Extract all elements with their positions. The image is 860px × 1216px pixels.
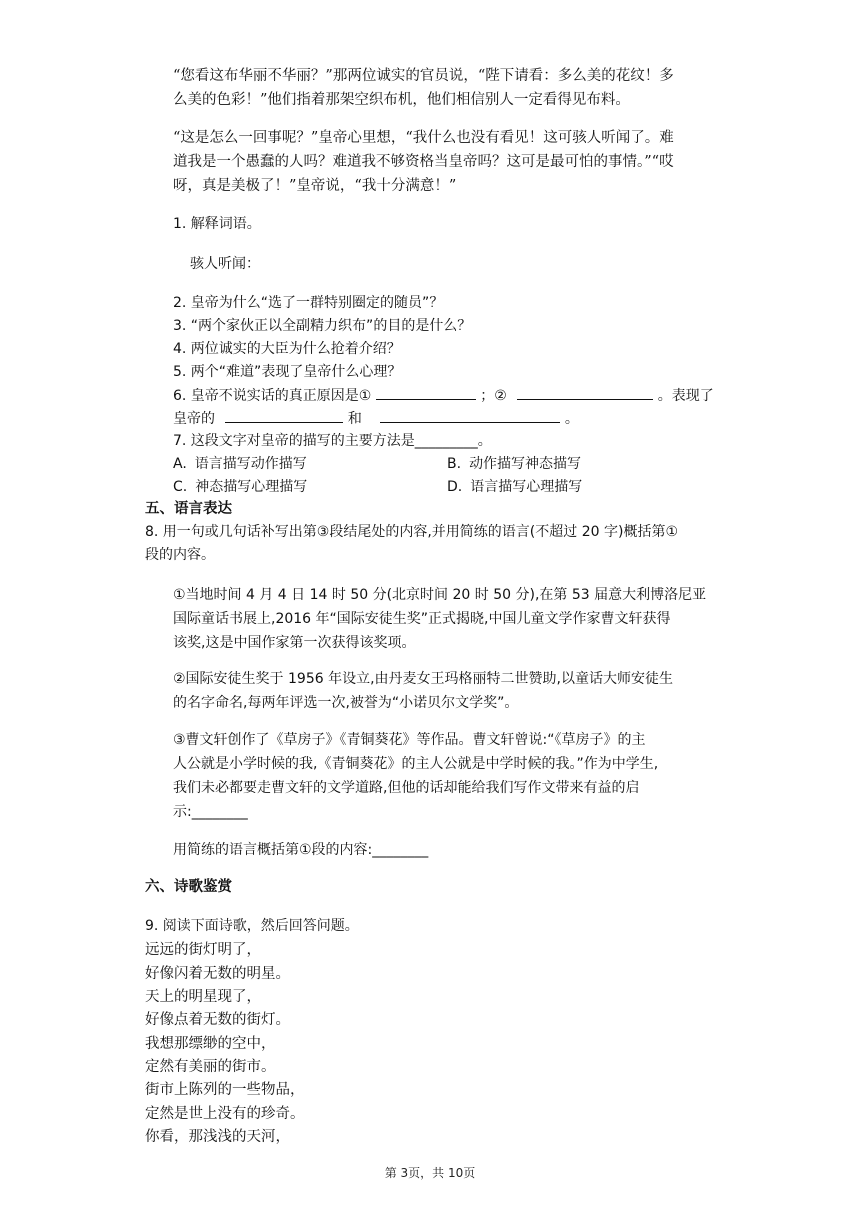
answer-blank[interactable] [517, 383, 653, 400]
option-text: 动作描写神态描写 [469, 456, 582, 472]
passage-p1-line2: 么美的色彩！”他们指着那架空织布机，他们相信别人一定看得见布料。 [173, 92, 630, 108]
question-9: 9. 阅读下面诗歌，然后回答问题。 [145, 918, 359, 934]
page-number: 第 3页，共 10页 [384, 1166, 476, 1180]
poem-line: 好像闪着无数的明星。 [145, 966, 290, 982]
poem-line: 你看，那浅浅的天河， [145, 1129, 290, 1145]
s5-p2-line2: 的名字命名,每两年评选一次,被誉为“小诺贝尔文学奖”。 [173, 695, 519, 711]
question-3: 3. “两个家伙正以全副精力织布”的目的是什么？ [173, 318, 472, 334]
answer-blank[interactable] [376, 383, 476, 400]
question-6-part-f: 。 [564, 411, 579, 427]
passage-p2-line2: 道我是一个愚蠢的人吗？难道我不够资格当皇帝吗？这可是最可怕的事情。”“哎 [173, 154, 674, 170]
question-2: 2. 皇帝为什么“选了一群特别圈定的随员”？ [173, 295, 444, 311]
s5-p2-line1: ②国际安徒生奖于 1956 年设立,由丹麦女王玛格丽特二世赞助,以童话大师安徒生 [173, 671, 673, 687]
poem-line: 好像点着无数的街灯。 [145, 1012, 290, 1028]
option-label: B. [447, 456, 462, 472]
poem-line: 定然有美丽的街市。 [145, 1059, 276, 1075]
passage-p1-line1: “您看这布华丽不华丽？”那两位诚实的官员说，“陛下请看：多么美的花纹！多 [173, 68, 674, 84]
option-text: 语言描写心理描写 [470, 479, 583, 495]
s5-p3-line2: 人公就是小学时候的我,《青铜葵花》的主人公就是中学时候的我。”作为中学生, [173, 756, 659, 772]
s5-p1-line1: ①当地时间 4 月 4 日 14 时 50 分(北京时间 20 时 50 分),在第 53 届意大利博洛尼亚 [173, 587, 707, 603]
question-6-line1 [173, 383, 714, 408]
question-6-part-d: 皇帝的 [173, 411, 215, 427]
question-6-part-b: ；② [480, 388, 507, 404]
s5-p1-line2: 国际童话书展上,2016 年“国际安徒生奖”正式揭晓,中国儿童文学作家曹文轩获得 [173, 611, 671, 627]
s5-p3-line3: 我们未必都要走曹文轩的文学道路,但他的话却能给我们写作文带来有益的启 [173, 780, 640, 796]
s5-summary: 用简练的语言概括第①段的内容:________ [173, 842, 429, 858]
poem-line: 街市上陈列的一些物品， [145, 1082, 305, 1098]
question-1: 1. 解释词语。 [173, 216, 261, 232]
question-1-word: 骇人听闻： [190, 256, 260, 272]
option-text: 语言描写动作描写 [194, 456, 307, 472]
option-text: 神态描写心理描写 [195, 479, 308, 495]
question-6-part-a: 6. 皇帝不说实话的真正原因是① [173, 388, 372, 404]
poem-line: 定然是世上没有的珍奇。 [145, 1106, 305, 1122]
passage-p2-line1: “这是怎么一回事呢？”皇帝心里想，“我什么也没有看见！这可骇人听闻了。难 [173, 130, 674, 146]
section-heading-6: 六、诗歌鉴赏 [145, 879, 232, 895]
poem-line: 远远的街灯明了， [145, 942, 261, 958]
question-8-line1: 8. 用一句或几句话补写出第③段结尾处的内容,并用简练的语言(不超过 20 字)概括第① [145, 524, 678, 540]
question-8-line2: 段的内容。 [145, 547, 215, 563]
question-6-part-c: 。表现了 [657, 388, 714, 404]
section-heading-5: 五、语言表达 [145, 501, 232, 517]
option-b[interactable] [447, 452, 581, 476]
question-6-line2 [173, 406, 579, 431]
s5-p1-line3: 该奖,这是中国作家第一次获得该奖项。 [173, 635, 416, 651]
question-7: 7. 这段文字对皇帝的描写的主要方法是_________。 [173, 433, 492, 449]
poem-line: 天上的明星现了， [145, 989, 261, 1005]
option-a[interactable] [173, 452, 307, 476]
option-c[interactable] [173, 475, 307, 499]
option-label: A. [173, 456, 187, 472]
answer-blank[interactable] [225, 406, 343, 423]
answer-blank[interactable] [380, 406, 560, 423]
option-label: C. [173, 479, 188, 495]
option-d[interactable] [447, 475, 582, 499]
option-label: D. [447, 479, 463, 495]
poem-line: 我想那缥缈的空中， [145, 1036, 276, 1052]
question-5: 5. 两个“难道”表现了皇帝什么心理？ [173, 364, 402, 380]
s5-p3-line4: 示:________ [173, 804, 248, 820]
question-4: 4. 两位诚实的大臣为什么抢着介绍？ [173, 341, 401, 357]
s5-p3-line1: ③曹文轩创作了《草房子》《青铜葵花》等作品。曹文轩曾说:“《草房子》的主 [173, 732, 646, 748]
passage-p2-line3: 呀，真是美极了！”皇帝说，“我十分满意！” [173, 178, 457, 194]
question-6-part-e: 和 [347, 411, 362, 427]
